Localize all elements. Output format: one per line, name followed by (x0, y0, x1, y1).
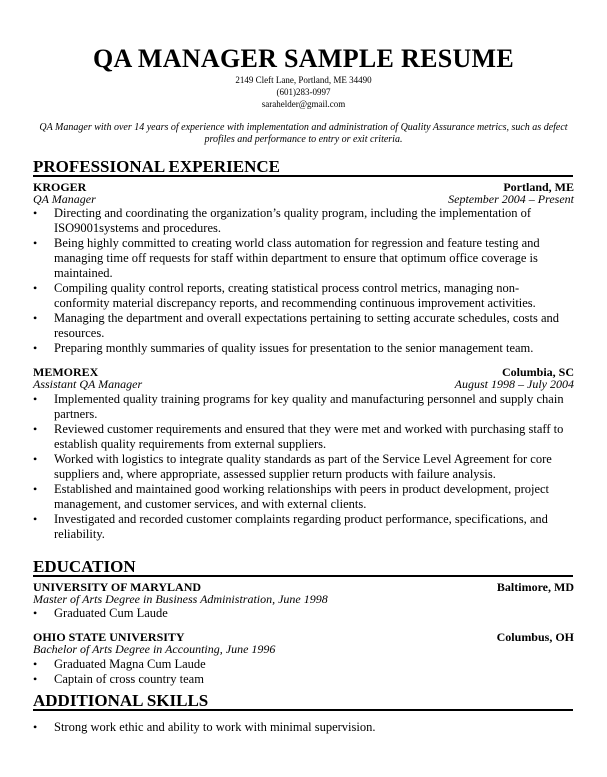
job-company: KROGER (33, 180, 87, 194)
list-item: • Being highly committed to creating world class automation for regression and feature testing and managing time off requests for staff within department to ensure that optimum office coverage is maintained. (33, 236, 540, 280)
job-role: QA Manager (33, 192, 96, 206)
bullet-icon: • (33, 341, 38, 355)
section-heading-experience: PROFESSIONAL EXPERIENCE (33, 157, 281, 176)
school-degree: Master of Arts Degree in Business Administration, June 1998 (33, 592, 328, 606)
list-item: • Established and maintained good working relationships with peers in product development, project management, and customer services, and with external clients. (33, 482, 550, 511)
list-item: • Preparing monthly summaries of quality issues for presentation to the senior management team. (33, 341, 534, 355)
list-item: • Investigated and recorded customer complaints regarding product performance, specifications, and reliability. (33, 512, 548, 541)
job-bullets (33, 392, 573, 542)
school-name: OHIO STATE UNIVERSITY (33, 630, 185, 644)
bullet-icon: • (33, 392, 38, 406)
job-bullets (33, 206, 573, 356)
school-degree: Bachelor of Arts Degree in Accounting, June 1996 (33, 642, 276, 656)
contact-address: 2149 Cleft Lane, Portland, ME 34490 (235, 75, 372, 85)
list-item: • Reviewed customer requirements and ensured that they were met and worked with purchasing staff to establish quality requirements from external suppliers. (33, 422, 564, 451)
section-rule (33, 175, 573, 177)
list-item: • Managing the department and overall expectations pertaining to setting accurate schedules, costs and resources. (33, 311, 560, 340)
bullet-icon: • (33, 281, 38, 295)
job-location: Portland, ME (503, 180, 574, 194)
skills-bullets (33, 720, 573, 735)
resume-title: QA MANAGER SAMPLE RESUME (92, 44, 515, 73)
job-company: MEMOREX (33, 365, 99, 379)
bullet-icon: • (33, 236, 38, 250)
contact-phone: (601)283-0997 (276, 87, 331, 97)
school-location: Columbus, OH (496, 630, 574, 644)
school-bullets (33, 606, 573, 621)
school-bullets (33, 657, 573, 687)
bullet-icon: • (33, 452, 38, 466)
professional-summary: QA Manager with over 14 years of experience with implementation and administration of Quality Assurance metrics, such as defect profiles and performance to entry or exit criteria. (39, 122, 568, 145)
bullet-icon: • (33, 606, 38, 620)
job-role: Assistant QA Manager (33, 377, 143, 391)
job-dates: September 2004 – Present (448, 192, 574, 206)
section-rule (33, 709, 573, 711)
bullet-icon: • (33, 672, 38, 686)
contact-email: sarahelder@gmail.com (261, 99, 346, 109)
list-item: • Graduated Magna Cum Laude (33, 657, 206, 671)
bullet-icon: • (33, 206, 38, 220)
bullet-icon: • (33, 657, 38, 671)
list-item: • Directing and coordinating the organization’s quality program, including the implementation of ISO9001systems and procedures. (33, 206, 532, 235)
bullet-icon: • (33, 720, 38, 734)
bullet-icon: • (33, 422, 38, 436)
list-item: • Strong work ethic and ability to work with minimal supervision. (33, 720, 376, 734)
school-name: UNIVERSITY OF MARYLAND (33, 580, 202, 594)
list-item: • Graduated Cum Laude (33, 606, 168, 620)
bullet-icon: • (33, 512, 38, 526)
section-heading-education: EDUCATION (33, 557, 136, 576)
list-item: • Captain of cross country team (33, 672, 204, 686)
bullet-icon: • (33, 311, 38, 325)
section-rule (33, 575, 573, 577)
bullet-icon: • (33, 482, 38, 496)
list-item: • Worked with logistics to integrate quality standards as part of the Service Level Agreement for core suppliers and, where appropriate, assessed supplier return products with failure analysis. (33, 452, 552, 481)
job-location: Columbia, SC (501, 365, 574, 379)
school-location: Baltimore, MD (496, 580, 574, 594)
job-dates: August 1998 – July 2004 (454, 377, 574, 391)
section-heading-skills: ADDITIONAL SKILLS (33, 691, 209, 710)
list-item: • Compiling quality control reports, creating statistical process control metrics, managing non-conformity material discrepancy reports, and recommending continuous improvement activities. (33, 281, 536, 310)
list-item: • Implemented quality training programs for key quality and manufacturing personnel and supply chain partners. (33, 392, 564, 421)
